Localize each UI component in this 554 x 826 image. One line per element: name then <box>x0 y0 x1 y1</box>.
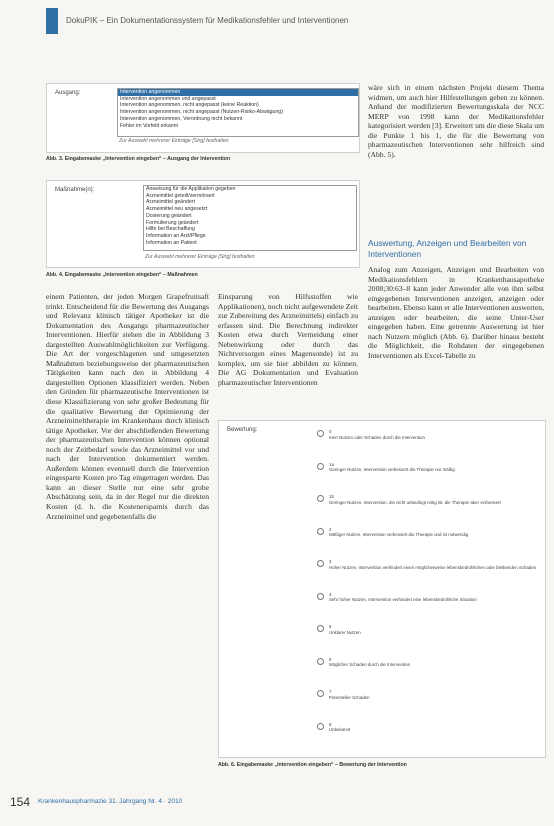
rating-option-label: 4 Sehr hoher Nutzen, Intervention verhindert eine lebensbedrohliche Situation <box>329 591 477 603</box>
ausgang-label: Ausgang: <box>55 90 81 96</box>
list-item[interactable]: Hilfe bei Beschaffung <box>146 226 195 233</box>
paragraph: Einsparung von Hilfsstoffen wie Applikationen), noch nicht aufgewendete Zeit zur Zubereitung des Arzneimittels) einfach zu erfassen sind. Die Berechnung indirekter Kosten etwa durch Vermeidung einer Nebenwirkung oder durch das Nichtversorgen eines Magensonde) ist zu komplex, um sie hier abbilden zu können. Die AG Dokumentation und Evaluation pharmazeutischer Interventionen <box>218 292 358 387</box>
rating-radio[interactable] <box>317 593 324 600</box>
rating-radio[interactable] <box>317 463 324 470</box>
caption-text: Abb. 4. Eingabemaske „Intervention eingeben“ – Maßnahmen <box>46 272 198 278</box>
list-item[interactable]: Arzneimittel geändert <box>146 199 196 206</box>
list-item[interactable]: Formulierung geändert <box>146 219 199 226</box>
rating-option-label: 1b Geringer Nutzen, Intervention, die nicht unbedingt nötig ist, die Therapie aber verbessert <box>329 494 501 505</box>
paragraph: wäre sich in einem nächsten Projekt diesem Thema widmen, um auch hier Hilfestellungen geben zu können. Anhand der modifizierten Bewertungsskala der NCC MERP von 1998 kann der Medikationsfehler kategorisiert werden [3]. Erweitert um die diese Skala um die Punkte 1 bis 1, die für die Bewertung von pharmazeutischen Interventionen sehr hilfreich sind (Abb. 5). <box>368 83 544 159</box>
bewertung-label: Bewertung: <box>227 427 258 433</box>
rating-option-label: 7 Potentieller Schaden <box>329 689 370 700</box>
rating-option-label: 0 Kein Nutzen oder Schaden durch die Intervention <box>329 429 425 440</box>
rating-option-label: 8 Unbekannt <box>329 721 351 733</box>
list-item[interactable]: Information an Patient <box>146 239 197 246</box>
page-number: 154 <box>10 795 31 809</box>
rating-option-label: 2 Mäßiger Nutzen, Intervention verbessert die Therapie und ist notwendig <box>329 526 469 538</box>
running-header: DokuPIK – Ein Dokumentationssystem für Medikationsfehler und Interventionen <box>66 16 349 25</box>
rating-radio[interactable] <box>317 658 324 665</box>
rating-radio[interactable] <box>317 528 324 535</box>
figure-3-caption <box>46 156 230 162</box>
figure-4-caption <box>46 272 198 278</box>
figure-6-caption <box>218 762 407 768</box>
rating-radio[interactable] <box>317 430 324 437</box>
paragraph: einem Patienten, der jeden Morgen Grapefruitsaft trinkt. Entscheidend für die Bewertung des Ausgangs und Relevanz klinisch tätiger Apotheker ist die Dokumentation des Ausgangs pharmazeutischer Interventionen. Hierfür stehen die in Abbildung 3 dargestellten Auswahlmöglichkeiten zur Verfügung. Die Art der vorgeschlagenen und umgesetzten Maßnahmen beziehungsweise der pharmazeutischen Tätigkeiten kann nach den in Abbildung 4 dargestellten Optionen klassifiziert werden. Neben den Gründen für pharmazeutische Interventionen ist diese Klassifizierung von sehr großer Bedeutung für die qualitative Bewertung der Optimierung der Arzneimitteltherapie im Krankenhaus durch klinisch tätige Apotheker. Vor der abschließenden Bewertung der pharmazeutischen Intervention können optional noch der Zeitbedarf sowie das Arzneimittel vor und nach der Intervention dokumentiert werden. Außerdem können eventuell durch die Intervention eingesparte Kosten pro Tag eingetragen werden. Das kann an dieser Stelle nur eine sehr grobe Abschätzung sein, da in der Regel nur die direkten Kosten (d. h. die Kostenersparnis durch das Arzneimittel und gegebenenfalls die <box>46 292 209 521</box>
rating-radio[interactable] <box>317 723 324 730</box>
rating-radio[interactable] <box>317 560 324 567</box>
rating-option-label: 1a Geringer Nutzen, Intervention verbessert die Therapie nur mäßig <box>329 461 455 473</box>
list-item[interactable]: Arzneimittel neu angesetzt <box>146 206 208 213</box>
list-item[interactable]: Intervention angenommen, nicht angepasst (Nutzen-Risiko-Abwägung) <box>120 109 283 116</box>
body-column-left <box>46 292 209 521</box>
figure-massnahmen-screenshot <box>46 180 360 268</box>
list-item[interactable]: Arzneimittel geteilt/zermörsert <box>146 192 215 199</box>
rating-radio[interactable] <box>317 690 324 697</box>
list-item[interactable]: Information an Arzt/Pflege <box>146 232 206 239</box>
rating-option-label: 3 Hoher Nutzen, Intervention verhindert einen möglicherweise lebensbedrohlichen oder bleibenden Schaden <box>329 559 537 570</box>
list-item[interactable]: Intervention angenommen, nicht angepasst (keine Reaktion) <box>120 102 259 109</box>
figure-ausgang-screenshot <box>46 83 360 153</box>
multi-select-hint: Zur Auswahl mehrerer Einträge [Strg] festhalten <box>119 138 229 144</box>
caption-text: Abb. 3. Eingabemaske „Intervention eingeben“ – Ausgang der Intervention <box>46 156 230 162</box>
rating-radio[interactable] <box>317 495 324 502</box>
rating-radio[interactable] <box>317 625 324 632</box>
rating-option-label: 5 Unklarer Nutzen <box>329 624 361 635</box>
list-item[interactable]: Fehler im Vorfeld erkannt <box>120 122 178 129</box>
figure-bewertung-screenshot <box>218 420 546 758</box>
multi-select-hint: Zur Auswahl mehrerer Einträge [Strg] festhalten <box>145 254 255 260</box>
massnahmen-label: Maßnahme(n): <box>55 187 95 193</box>
paragraph: Analog zum Anzeigen, Anzeigen und Bearbeiten von Medikationsfehlern in Krankenhausapotheke 2008;30:63–8 kann jeder Anwender alle von ihm selbst eingegebenen Interventionen anzeigen, anzeigen oder bearbeiten. Ebenso kann er alle Interventionen auswerten, anzeigen oder bearbeiten, die seine Unter-User eingegeben haben. Eine getrennte Auswertung ist hier nach Nutzern möglich (Abb. 6). Darüber hinaus besteht die Möglichkeit, die Rohdaten der eingegebenen Interventionen als Excel-Tabelle zu <box>368 265 544 360</box>
body-column-right-bottom <box>368 265 544 360</box>
list-item[interactable]: Intervention angenommen <box>118 89 358 96</box>
list-item[interactable]: Intervention angenommen und angepasst <box>120 95 216 102</box>
list-item[interactable]: Anweisung für die Applikation gegeben <box>146 186 236 192</box>
body-column-right-top <box>368 83 544 159</box>
list-item[interactable]: Intervention angenommen, Verordnung nicht bekannt <box>120 115 243 122</box>
rating-option-label: 6 Möglicher Schaden durch die Intervention <box>329 656 411 668</box>
ausgang-listbox[interactable] <box>117 88 359 137</box>
journal-footer: Krankenhauspharmazie 31. Jahrgang Nr. 4 · 2010 <box>38 798 183 805</box>
caption-text: Abb. 6. Eingabemaske „Intervention eingeben“ – Bewertung der Intervention <box>218 762 407 768</box>
massnahmen-listbox[interactable] <box>143 185 357 251</box>
header-accent-bar <box>46 8 58 34</box>
section-heading: Auswertung, Anzeigen und Bearbeiten von Interventionen <box>368 238 527 259</box>
list-item[interactable]: Dosierung geändert <box>146 212 192 219</box>
body-column-middle <box>218 292 358 387</box>
